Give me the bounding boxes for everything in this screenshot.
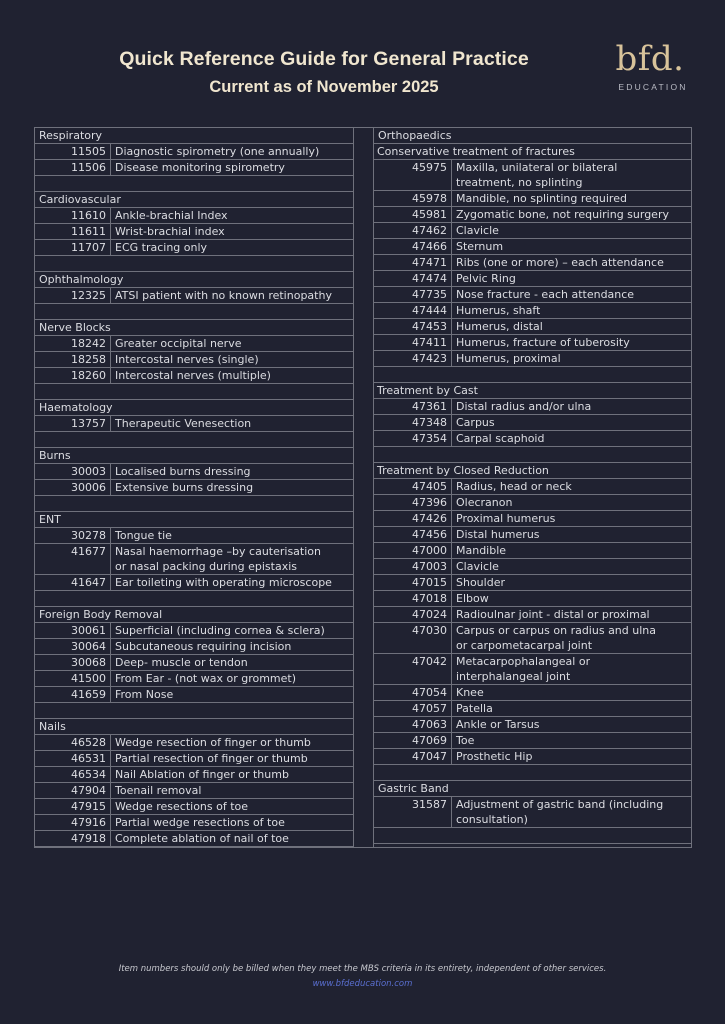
table-row — [35, 687, 353, 703]
item-description: Proximal humerus — [456, 512, 556, 525]
item-number: 30061 — [35, 623, 111, 638]
table-row — [35, 544, 353, 559]
item-number: 41647 — [35, 575, 111, 590]
table-row — [35, 464, 353, 480]
item-description: ECG tracing only — [115, 241, 208, 254]
heading-text: Conservative treatment of fractures — [377, 145, 575, 158]
item-description: Disease monitoring spirometry — [115, 161, 285, 174]
table-row — [35, 751, 353, 767]
table-row — [374, 717, 691, 733]
item-description: or nasal packing during epistaxis — [115, 560, 298, 573]
item-number: 11506 — [35, 160, 111, 175]
item-description: ATSI patient with no known retinopathy — [115, 289, 332, 302]
item-number: 47054 — [374, 685, 452, 700]
item-description: consultation) — [456, 813, 528, 826]
table-row — [35, 288, 353, 304]
table-row — [374, 749, 691, 765]
footer-note: Item numbers should only be billed when they meet the MBS criteria in its entirety, independent of other services. — [118, 964, 607, 974]
table-row — [374, 701, 691, 717]
subsection-heading — [374, 463, 691, 479]
item-number: 47411 — [374, 335, 452, 350]
item-description: Tongue tie — [115, 529, 172, 542]
item-number: 18258 — [35, 352, 111, 367]
item-number: 47466 — [374, 239, 452, 254]
table-row — [35, 767, 353, 783]
table-row — [35, 831, 353, 847]
table-row — [374, 511, 691, 527]
footer-link[interactable]: www.bfdeducation.com — [312, 979, 413, 989]
table-row — [35, 368, 353, 384]
item-number: 47904 — [35, 783, 111, 798]
item-description: Complete ablation of nail of toe — [115, 832, 289, 845]
item-description: Partial wedge resections of toe — [115, 816, 285, 829]
item-number: 45981 — [374, 207, 452, 222]
item-number: 11611 — [35, 224, 111, 239]
item-number — [374, 812, 452, 827]
item-description: Humerus, proximal — [456, 352, 561, 365]
logo-mark: bfd. — [615, 39, 685, 79]
item-number: 47471 — [374, 255, 452, 270]
item-number: 47030 — [374, 623, 452, 638]
item-description: Subcutaneous requiring incision — [115, 640, 292, 653]
table-row — [35, 735, 353, 751]
table-row — [374, 399, 691, 415]
item-description: Localised burns dressing — [115, 465, 251, 478]
item-description: Carpal scaphoid — [456, 432, 545, 445]
item-number: 46528 — [35, 735, 111, 750]
table-row — [35, 623, 353, 639]
item-number: 47003 — [374, 559, 452, 574]
item-number: 11707 — [35, 240, 111, 255]
blank-row — [35, 432, 353, 448]
table-row — [35, 655, 353, 671]
subsection-heading — [374, 383, 691, 399]
item-number: 30003 — [35, 464, 111, 479]
item-number: 47456 — [374, 527, 452, 542]
table-row — [35, 240, 353, 256]
item-description: Prosthetic Hip — [456, 750, 533, 763]
item-description: Patella — [456, 702, 493, 715]
table-row — [374, 812, 691, 828]
item-description: Toe — [456, 734, 475, 747]
table-row — [374, 607, 691, 623]
section-heading — [35, 448, 353, 464]
item-description: Wrist-brachial index — [115, 225, 225, 238]
item-number: 45975 — [374, 160, 452, 175]
item-description: Greater occipital nerve — [115, 337, 242, 350]
table-row — [374, 479, 691, 495]
item-number: 47462 — [374, 223, 452, 238]
item-description: Distal radius and/or ulna — [456, 400, 592, 413]
item-description: Wedge resections of toe — [115, 800, 249, 813]
item-number: 12325 — [35, 288, 111, 303]
heading-text: Ophthalmology — [39, 273, 124, 286]
item-description: or carpometacarpal joint — [456, 639, 593, 652]
table-row — [374, 255, 691, 271]
section-heading — [35, 719, 353, 735]
table-row — [374, 543, 691, 559]
heading-text: Foreign Body Removal — [39, 608, 163, 621]
item-number: 30068 — [35, 655, 111, 670]
blank-row — [374, 447, 691, 463]
item-number: 47047 — [374, 749, 452, 764]
item-description: Metacarpophalangeal or — [456, 655, 591, 668]
item-description: Clavicle — [456, 224, 499, 237]
item-number: 47396 — [374, 495, 452, 510]
table-row — [35, 559, 353, 575]
table-row — [374, 351, 691, 367]
heading-text: Treatment by Closed Reduction — [377, 464, 549, 477]
table-row — [374, 495, 691, 511]
section-heading — [374, 128, 691, 144]
item-number — [374, 669, 452, 684]
item-description: Shoulder — [456, 576, 505, 589]
table-row — [35, 815, 353, 831]
page-subtitle: Current as of November 2025 — [209, 78, 439, 96]
table-row — [374, 431, 691, 447]
item-number: 47474 — [374, 271, 452, 286]
item-description: Nasal haemorrhage –by cauterisation — [115, 545, 321, 558]
heading-text: Nerve Blocks — [39, 321, 111, 334]
item-number — [374, 175, 452, 190]
item-number: 47453 — [374, 319, 452, 334]
table-row — [374, 303, 691, 319]
item-number: 30278 — [35, 528, 111, 543]
table-row — [374, 160, 691, 175]
item-description: Humerus, shaft — [456, 304, 541, 317]
table-row — [35, 575, 353, 591]
item-number: 41659 — [35, 687, 111, 702]
table-row — [35, 480, 353, 496]
item-number: 11505 — [35, 144, 111, 159]
item-description: Mandible, no splinting required — [456, 192, 627, 205]
item-number: 47916 — [35, 815, 111, 830]
item-description: Olecranon — [456, 496, 513, 509]
blank-row — [35, 384, 353, 400]
heading-text: Burns — [39, 449, 71, 462]
table-row — [374, 559, 691, 575]
table-row — [374, 335, 691, 351]
item-description: Radioulnar joint - distal or proximal — [456, 608, 650, 621]
item-description: From Nose — [115, 688, 174, 701]
item-description: Humerus, distal — [456, 320, 543, 333]
table-row — [374, 223, 691, 239]
table-row — [374, 271, 691, 287]
item-description: Partial resection of finger or thumb — [115, 752, 308, 765]
item-number: 47024 — [374, 607, 452, 622]
logo-subtext: EDUCATION — [618, 82, 688, 92]
subsection-heading — [374, 144, 691, 160]
table-row — [374, 797, 691, 812]
logo — [604, 40, 696, 92]
blank-row — [35, 591, 353, 607]
heading-text: Treatment by Cast — [377, 384, 478, 397]
blank-row — [374, 765, 691, 781]
table-row — [35, 528, 353, 544]
item-description: Clavicle — [456, 560, 499, 573]
item-description: Carpus — [456, 416, 495, 429]
item-description: treatment, no splinting — [456, 176, 583, 189]
item-description: Ribs (one or more) – each attendance — [456, 256, 664, 269]
table-row — [374, 654, 691, 669]
item-number: 18242 — [35, 336, 111, 351]
table-row — [35, 639, 353, 655]
item-number: 47063 — [374, 717, 452, 732]
table-row — [374, 733, 691, 749]
item-description: Ankle-brachial Index — [115, 209, 228, 222]
item-number: 31587 — [374, 797, 452, 812]
left-column — [35, 128, 353, 847]
item-number: 47426 — [374, 511, 452, 526]
item-number: 30064 — [35, 639, 111, 654]
table-row — [374, 287, 691, 303]
item-description: interphalangeal joint — [456, 670, 571, 683]
item-number: 47405 — [374, 479, 452, 494]
item-number: 45978 — [374, 191, 452, 206]
table-row — [374, 319, 691, 335]
heading-text: Respiratory — [39, 129, 103, 142]
blank-row — [35, 703, 353, 719]
item-description: Knee — [456, 686, 484, 699]
table-row — [35, 671, 353, 687]
item-number: 47444 — [374, 303, 452, 318]
item-description: Ankle or Tarsus — [456, 718, 540, 731]
column-divider — [353, 128, 374, 847]
item-number — [35, 559, 111, 574]
heading-text: ENT — [39, 513, 61, 526]
item-number: 47354 — [374, 431, 452, 446]
item-number: 13757 — [35, 416, 111, 431]
item-description: Pelvic Ring — [456, 272, 516, 285]
item-description: Distal humerus — [456, 528, 540, 541]
table-row — [374, 207, 691, 223]
right-column — [374, 128, 691, 847]
blank-row — [35, 496, 353, 512]
item-description: Maxilla, unilateral or bilateral — [456, 161, 618, 174]
item-number: 47735 — [374, 287, 452, 302]
heading-text: Cardiovascular — [39, 193, 121, 206]
item-number: 41500 — [35, 671, 111, 686]
heading-text: Gastric Band — [378, 782, 449, 795]
blank-row — [35, 304, 353, 320]
item-number: 47915 — [35, 799, 111, 814]
item-number: 11610 — [35, 208, 111, 223]
item-description: From Ear - (not wax or grommet) — [115, 672, 297, 685]
page-title: Quick Reference Guide for General Practice — [119, 48, 529, 70]
section-heading — [35, 512, 353, 528]
table-row — [374, 638, 691, 654]
blank-row — [35, 176, 353, 192]
table-row — [374, 527, 691, 543]
item-number: 46534 — [35, 767, 111, 782]
item-description: Nail Ablation of finger or thumb — [115, 768, 289, 781]
section-heading — [35, 320, 353, 336]
table-row — [374, 623, 691, 638]
item-number: 47042 — [374, 654, 452, 669]
item-number: 47361 — [374, 399, 452, 414]
blank-row — [35, 256, 353, 272]
item-description: Extensive burns dressing — [115, 481, 254, 494]
item-number: 47918 — [35, 831, 111, 846]
item-description: Zygomatic bone, not requiring surgery — [456, 208, 669, 221]
item-number: 30006 — [35, 480, 111, 495]
reference-table — [34, 127, 692, 848]
heading-text: Orthopaedics — [378, 129, 452, 142]
blank-row — [374, 828, 691, 844]
table-row — [35, 224, 353, 240]
item-number: 47015 — [374, 575, 452, 590]
item-number: 46531 — [35, 751, 111, 766]
item-description: Adjustment of gastric band (including — [456, 798, 664, 811]
item-description: Superficial (including cornea & sclera) — [115, 624, 325, 637]
item-number: 47018 — [374, 591, 452, 606]
table-row — [35, 336, 353, 352]
item-description: Diagnostic spirometry (one annually) — [115, 145, 320, 158]
table-row — [374, 175, 691, 191]
item-description: Intercostal nerves (multiple) — [115, 369, 271, 382]
item-description: Carpus or carpus on radius and ulna — [456, 624, 656, 637]
item-number: 41677 — [35, 544, 111, 559]
section-heading — [35, 192, 353, 208]
table-row — [374, 669, 691, 685]
item-description: Ear toileting with operating microscope — [115, 576, 332, 589]
item-number: 47423 — [374, 351, 452, 366]
item-number: 47000 — [374, 543, 452, 558]
table-row — [374, 239, 691, 255]
table-row — [35, 799, 353, 815]
item-description: Deep- muscle or tendon — [115, 656, 248, 669]
item-description: Radius, head or neck — [456, 480, 572, 493]
table-row — [374, 415, 691, 431]
item-number: 18260 — [35, 368, 111, 383]
table-row — [35, 144, 353, 160]
item-number: 47057 — [374, 701, 452, 716]
table-row — [35, 160, 353, 176]
item-number: 47348 — [374, 415, 452, 430]
item-description: Wedge resection of finger or thumb — [115, 736, 311, 749]
table-row — [374, 575, 691, 591]
table-row — [35, 352, 353, 368]
table-row — [35, 416, 353, 432]
table-row — [35, 783, 353, 799]
item-description: Intercostal nerves (single) — [115, 353, 259, 366]
heading-text: Haematology — [39, 401, 113, 414]
table-row — [35, 208, 353, 224]
item-description: Humerus, fracture of tuberosity — [456, 336, 630, 349]
item-description: Elbow — [456, 592, 489, 605]
section-heading — [35, 607, 353, 623]
section-heading — [35, 128, 353, 144]
table-row — [374, 191, 691, 207]
section-heading — [35, 272, 353, 288]
item-description: Nose fracture - each attendance — [456, 288, 635, 301]
section-heading — [35, 400, 353, 416]
item-description: Mandible — [456, 544, 507, 557]
blank-row — [374, 367, 691, 383]
item-number: 47069 — [374, 733, 452, 748]
table-row — [374, 591, 691, 607]
item-description: Therapeutic Venesection — [115, 417, 252, 430]
item-number — [374, 638, 452, 653]
section-heading — [374, 781, 691, 797]
item-description: Sternum — [456, 240, 504, 253]
table-row — [374, 685, 691, 701]
heading-text: Nails — [39, 720, 66, 733]
item-description: Toenail removal — [115, 784, 202, 797]
